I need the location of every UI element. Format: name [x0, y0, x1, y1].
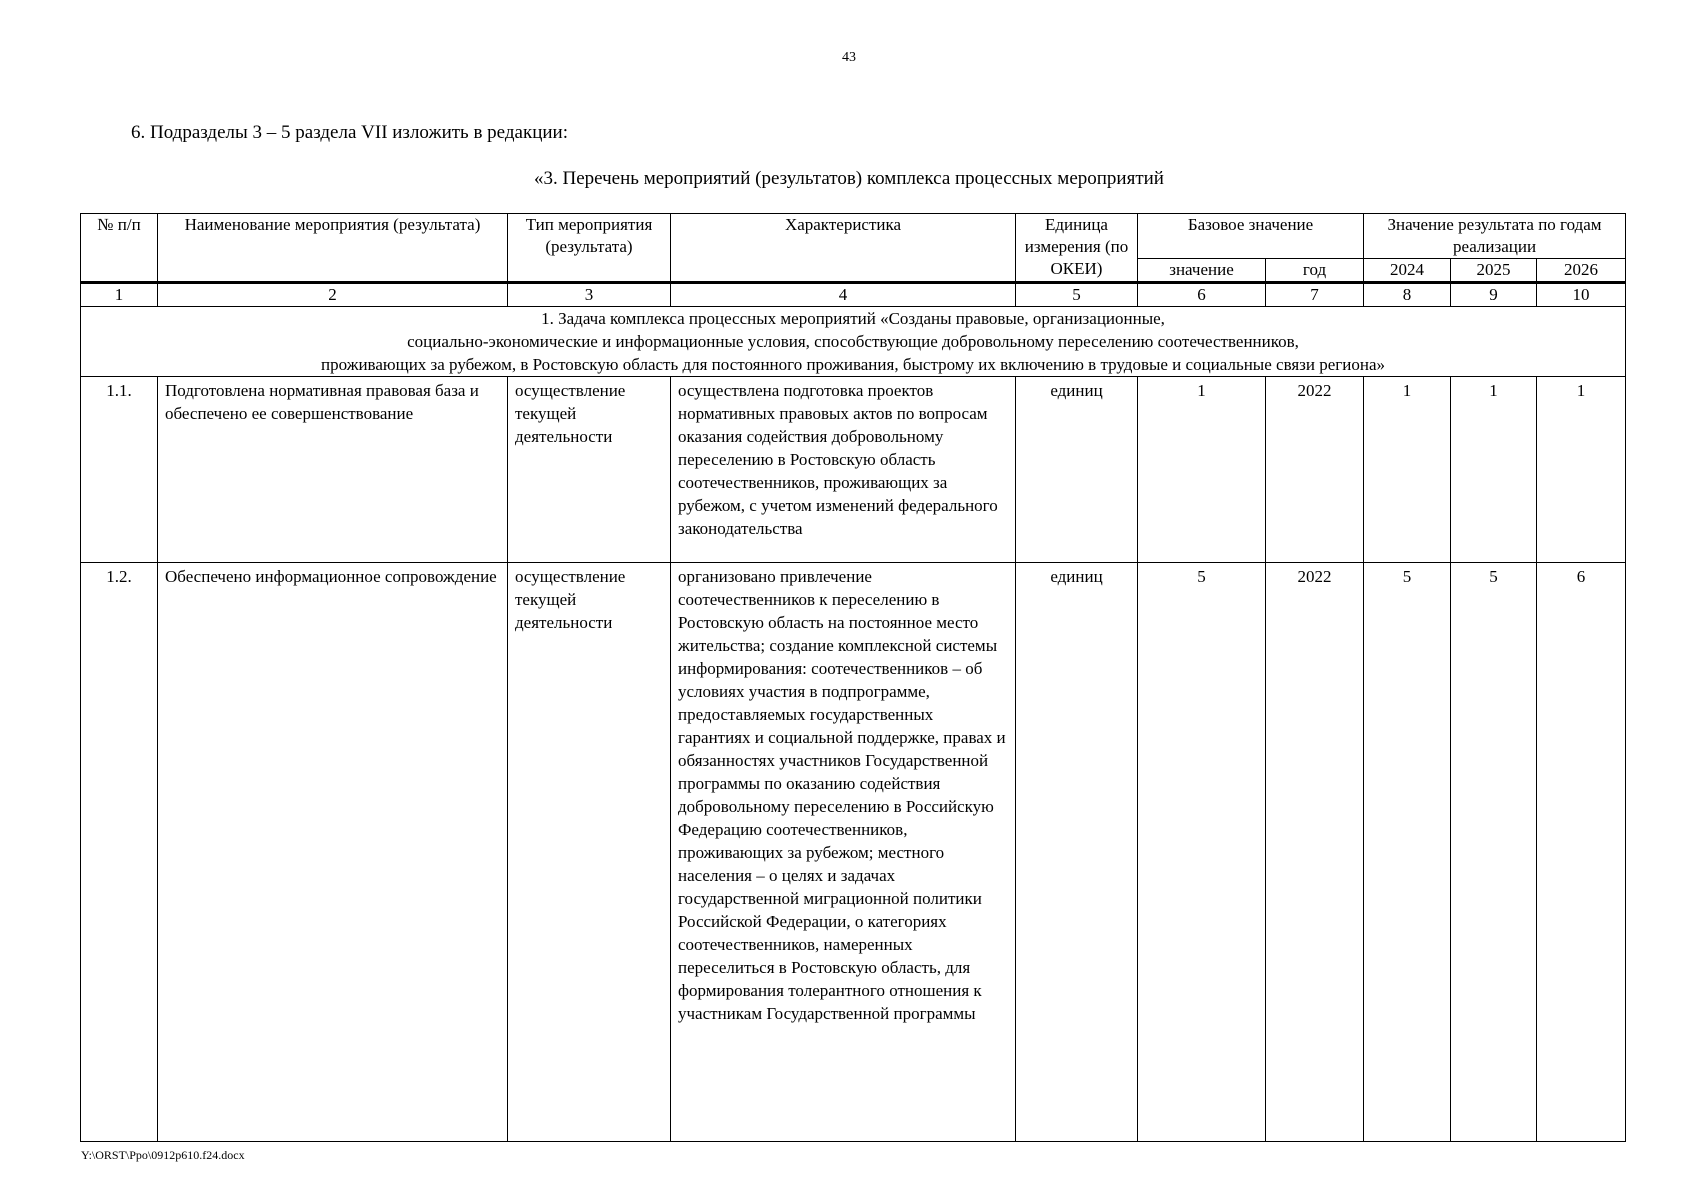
column-number: 7	[1266, 283, 1364, 307]
task-row	[81, 307, 1626, 377]
row-value-2025: 5	[1451, 563, 1537, 1142]
header-year-2026: 2026	[1537, 259, 1626, 283]
row-type: осуществление текущей деятельности	[508, 377, 671, 563]
header-type: Тип мероприятия (результата)	[508, 214, 671, 283]
header-base: Базовое значение	[1138, 214, 1364, 259]
intro-paragraph: 6. Подразделы 3 – 5 раздела VII изложить в редакции:	[131, 122, 568, 143]
row-number: 1.2.	[81, 563, 158, 1142]
row-base-value: 5	[1138, 563, 1266, 1142]
column-number: 6	[1138, 283, 1266, 307]
measures-table	[80, 213, 1626, 1142]
column-number: 2	[158, 283, 508, 307]
row-number: 1.1.	[81, 377, 158, 563]
row-value-2024: 1	[1364, 377, 1451, 563]
column-numbers-row	[81, 283, 1626, 307]
row-value-2026: 1	[1537, 377, 1626, 563]
task-line: социально-экономические и информационные условия, способствующие добровольному переселению соотечественников,	[407, 332, 1299, 351]
table-row	[81, 377, 1626, 563]
header-result: Значение результата по годам реализации	[1364, 214, 1626, 259]
column-number: 9	[1451, 283, 1537, 307]
column-number: 1	[81, 283, 158, 307]
row-base-value: 1	[1138, 377, 1266, 563]
row-value-2026: 6	[1537, 563, 1626, 1142]
task-heading	[81, 307, 1626, 377]
row-type: осуществление текущей деятельности	[508, 563, 671, 1142]
row-value-2025: 1	[1451, 377, 1537, 563]
column-number: 4	[671, 283, 1016, 307]
header-year-2025: 2025	[1451, 259, 1537, 283]
task-line: 1. Задача комплекса процессных мероприятий «Созданы правовые, организационные,	[541, 309, 1165, 328]
header-num: № п/п	[81, 214, 158, 283]
column-number: 8	[1364, 283, 1451, 307]
table-row	[81, 563, 1626, 1142]
table-title: «3. Перечень мероприятий (результатов) комплекса процессных мероприятий	[534, 168, 1164, 189]
column-number: 3	[508, 283, 671, 307]
row-unit: единиц	[1016, 377, 1138, 563]
header-characteristic: Характеристика	[671, 214, 1016, 283]
page-number: 43	[842, 50, 856, 65]
row-characteristic: организовано привлечение соотечественников к переселению в Ростовскую область на постоянное место жительства; создание комплексной системы информирования: соотечественников – об условиях участия в подпрограмме, предоставляемых государственных гарантиях и социальной поддержке, правах и обязанностях участников Государственной программы по оказанию содействия добровольному переселению в Российскую Федерацию соотечественников, проживающих за рубежом; местного населения – о целях и задачах государственной миграционной политики Российской Федерации, о категориях соотечественников, намеренных переселиться в Ростовскую область, для формирования толерантного отношения к участникам Государственной программы	[671, 563, 1016, 1142]
header-base-year: год	[1266, 259, 1364, 283]
file-path-footer: Y:\ORST\Ppo\0912p610.f24.docx	[81, 1148, 245, 1162]
header-unit: Единица измерения (по ОКЕИ)	[1016, 214, 1138, 283]
column-number: 10	[1537, 283, 1626, 307]
task-line: проживающих за рубежом, в Ростовскую область для постоянного проживания, быстрому их включению в трудовые и социальные связи региона»	[321, 355, 1386, 374]
row-characteristic: осуществлена подготовка проектов нормативных правовых актов по вопросам оказания содействия добровольному переселению в Ростовскую область соотечественников, проживающих за рубежом, с учетом изменений федерального законодательства	[671, 377, 1016, 563]
row-name: Подготовлена нормативная правовая база и обеспечено ее совершенствование	[158, 377, 508, 563]
row-base-year: 2022	[1266, 563, 1364, 1142]
row-base-year: 2022	[1266, 377, 1364, 563]
row-name: Обеспечено информационное сопровождение	[158, 563, 508, 1142]
column-number: 5	[1016, 283, 1138, 307]
header-base-value: значение	[1138, 259, 1266, 283]
row-unit: единиц	[1016, 563, 1138, 1142]
row-value-2024: 5	[1364, 563, 1451, 1142]
header-year-2024: 2024	[1364, 259, 1451, 283]
header-name: Наименование мероприятия (результата)	[158, 214, 508, 283]
